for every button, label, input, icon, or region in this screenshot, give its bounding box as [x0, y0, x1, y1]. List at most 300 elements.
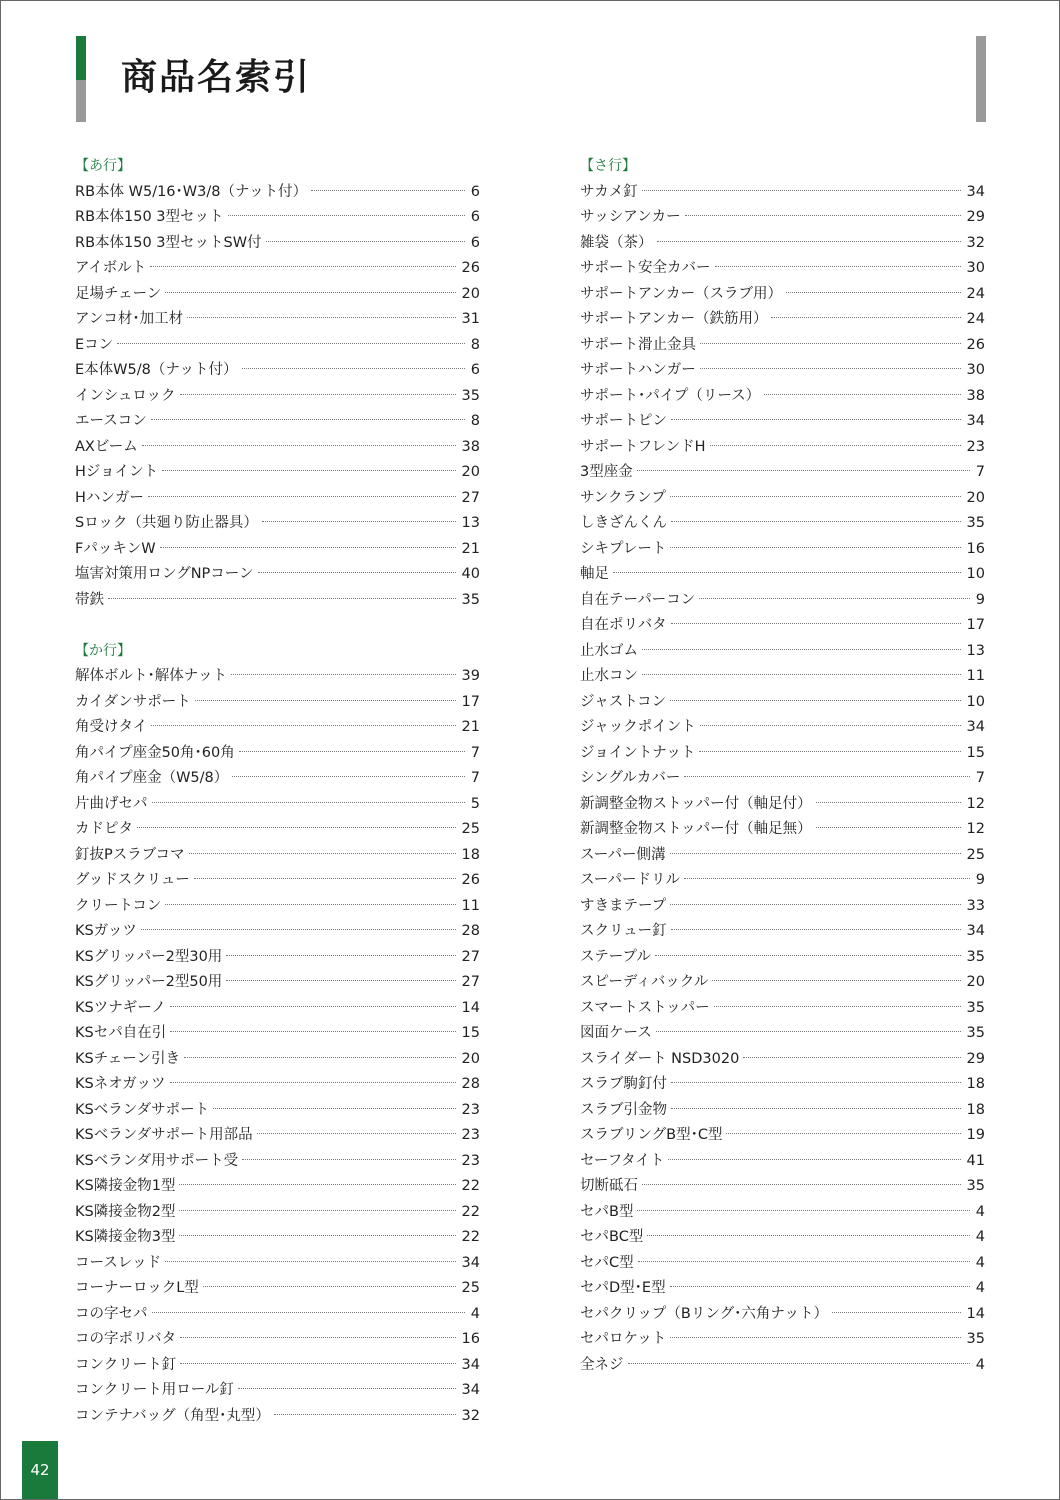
entry-page: 16 — [966, 540, 985, 557]
index-entry — [75, 1378, 480, 1404]
dot-leader — [685, 214, 961, 216]
dot-leader — [108, 597, 456, 599]
index-entry — [75, 1302, 480, 1328]
index-entry — [580, 1327, 985, 1353]
dot-leader — [195, 699, 456, 701]
dot-leader — [311, 189, 465, 191]
dot-leader — [242, 367, 465, 369]
entry-page: 11 — [966, 668, 985, 684]
index-entry — [75, 588, 480, 614]
index-entry — [75, 1021, 480, 1047]
index-entry — [75, 282, 480, 308]
entry-name: コンクリート釘 — [75, 1356, 177, 1373]
entry-name: FパッキンW — [75, 540, 156, 557]
entry-page: 17 — [966, 617, 985, 633]
index-entry — [75, 1047, 480, 1073]
index-entry — [75, 792, 480, 818]
entry-page: 13 — [966, 642, 985, 659]
index-entry — [580, 970, 985, 996]
index-entry — [580, 256, 985, 282]
entry-name: スライダート NSD3020 — [580, 1050, 740, 1067]
dot-leader — [726, 1132, 960, 1134]
entry-name: アイボルト — [75, 260, 147, 276]
entry-page: 25 — [461, 1280, 480, 1296]
index-entry — [580, 588, 985, 614]
entry-page: 4 — [975, 1229, 985, 1245]
entry-name: サカメ釘 — [580, 183, 638, 200]
dot-leader — [117, 342, 465, 344]
index-entry — [580, 945, 985, 971]
page-number: 42 — [22, 1441, 58, 1499]
entry-page: 34 — [966, 183, 985, 200]
entry-page: 14 — [461, 999, 480, 1016]
dot-leader — [262, 520, 456, 522]
dot-leader — [764, 393, 960, 395]
dot-leader — [170, 1005, 456, 1007]
index-entry — [580, 741, 985, 767]
entry-page: 35 — [966, 1178, 985, 1194]
entry-page: 7 — [975, 464, 985, 480]
entry-page: 34 — [461, 1382, 480, 1398]
entry-name: KSベランダサポート — [75, 1101, 210, 1118]
index-entry — [580, 205, 985, 231]
entry-name: スラブリングB型･C型 — [580, 1127, 723, 1143]
entry-name: 自在ポリバタ — [580, 617, 667, 633]
entry-page: 26 — [461, 872, 480, 888]
entry-page: 35 — [966, 515, 985, 531]
dot-leader — [655, 954, 961, 956]
entry-name: KSグリッパー2型30用 — [75, 948, 223, 965]
entry-page: 7 — [470, 744, 480, 761]
dot-leader — [194, 877, 456, 879]
entry-page: 10 — [966, 566, 985, 582]
entry-page: 38 — [461, 438, 480, 455]
entry-page: 22 — [461, 1178, 480, 1194]
entry-name: グッドスクリュー — [75, 872, 190, 888]
dot-leader — [258, 571, 456, 573]
dot-leader — [203, 1285, 456, 1287]
entry-name: サポートアンカー（スラブ用） — [580, 285, 782, 302]
index-entry — [75, 1276, 480, 1302]
entry-page: 23 — [461, 1127, 480, 1143]
dot-leader — [816, 801, 961, 803]
index-entry — [75, 231, 480, 257]
entry-name: サポートハンガー — [580, 362, 696, 378]
index-entry — [580, 460, 985, 486]
entry-page: 16 — [461, 1331, 480, 1347]
dot-leader — [671, 622, 961, 624]
entry-page: 6 — [470, 183, 480, 200]
entry-page: 27 — [461, 489, 480, 506]
dot-leader — [613, 571, 961, 573]
dot-leader — [180, 1336, 455, 1338]
title-accent-bar-right — [976, 36, 986, 122]
dot-leader — [152, 1311, 465, 1313]
entry-page: 20 — [461, 285, 480, 302]
index-entry — [75, 511, 480, 537]
index-entry — [580, 639, 985, 665]
index-entry — [580, 996, 985, 1022]
index-entry — [580, 792, 985, 818]
entry-page: 21 — [461, 719, 480, 735]
index-entry — [75, 1251, 480, 1277]
dot-leader — [165, 1260, 455, 1262]
entry-name: E本体W5/8（ナット付） — [75, 362, 238, 378]
dot-leader — [642, 648, 961, 650]
index-entry — [580, 231, 985, 257]
entry-page: 8 — [470, 413, 480, 429]
dot-leader — [180, 393, 456, 395]
index-entry — [580, 1123, 985, 1149]
dot-leader — [671, 1107, 961, 1109]
dot-leader — [671, 928, 961, 930]
dot-leader — [671, 418, 961, 420]
entry-name: 帯鉄 — [75, 591, 104, 608]
index-entry — [75, 894, 480, 920]
index-entry — [580, 1353, 985, 1379]
index-entry — [75, 1149, 480, 1175]
entry-page: 18 — [966, 1076, 985, 1092]
entry-name: 止水ゴム — [580, 642, 638, 659]
dot-leader — [180, 1362, 455, 1364]
index-entry — [580, 1047, 985, 1073]
dot-leader — [832, 1311, 961, 1313]
entry-page: 7 — [470, 770, 480, 786]
entry-name: スラブ駒釘付 — [580, 1076, 667, 1092]
index-entry — [75, 817, 480, 843]
index-entry — [75, 180, 480, 206]
index-entry — [580, 435, 985, 461]
entry-page: 39 — [461, 668, 480, 684]
index-entry — [75, 664, 480, 690]
dot-leader — [670, 1285, 970, 1287]
entry-name: コースレッド — [75, 1254, 162, 1271]
entry-name: サポートフレンドH — [580, 438, 706, 455]
entry-page: 28 — [461, 1076, 480, 1092]
dot-leader — [671, 520, 961, 522]
section-gap — [75, 613, 480, 639]
entry-name: KSツナギーノ — [75, 999, 166, 1016]
entry-name: 切断砥石 — [580, 1178, 638, 1194]
dot-leader — [228, 214, 465, 216]
index-entry — [75, 435, 480, 461]
dot-leader — [274, 1413, 456, 1415]
entry-name: コーナーロックL型 — [75, 1280, 199, 1296]
dot-leader — [165, 291, 455, 293]
entry-page: 25 — [966, 846, 985, 863]
entry-name: 3型座金 — [580, 464, 633, 480]
dot-leader — [656, 1030, 961, 1032]
entry-page: 9 — [975, 591, 985, 608]
entry-name: KSセパ自在引 — [75, 1025, 167, 1041]
dot-leader — [142, 444, 456, 446]
dot-leader — [238, 1387, 456, 1389]
entry-page: 25 — [461, 821, 480, 837]
entry-name: スーパー側溝 — [580, 846, 666, 863]
index-entry — [580, 384, 985, 410]
index-entry — [75, 1200, 480, 1226]
dot-leader — [179, 1234, 455, 1236]
index-entry — [75, 460, 480, 486]
entry-name: コの字セパ — [75, 1305, 148, 1322]
dot-leader — [170, 1081, 456, 1083]
entry-page: 7 — [975, 770, 985, 786]
entry-name: スクリュー釘 — [580, 923, 667, 939]
entry-name: 角パイプ座金（W5/8） — [75, 770, 229, 786]
index-entry — [580, 1225, 985, 1251]
entry-page: 20 — [966, 489, 985, 506]
dot-leader — [714, 1005, 961, 1007]
entry-name: サポートピン — [580, 413, 667, 429]
entry-name: 雑袋（茶） — [580, 234, 653, 251]
entry-name: スラブ引金物 — [580, 1101, 667, 1118]
index-column-left — [75, 154, 480, 1429]
entry-page: 10 — [966, 693, 985, 710]
index-entry — [580, 690, 985, 716]
dot-leader — [786, 291, 961, 293]
entry-name: AXビーム — [75, 438, 138, 455]
entry-name: ジョイントナット — [580, 744, 696, 761]
entry-page: 4 — [975, 1203, 985, 1220]
index-entry — [580, 664, 985, 690]
entry-name: 全ネジ — [580, 1356, 624, 1373]
index-entry — [75, 996, 480, 1022]
dot-leader — [700, 367, 961, 369]
entry-page: 41 — [966, 1152, 985, 1169]
entry-page: 20 — [966, 974, 985, 990]
entry-page: 34 — [461, 1356, 480, 1373]
dot-leader — [670, 546, 960, 548]
dot-leader — [148, 495, 456, 497]
index-entry — [580, 333, 985, 359]
index-entry — [75, 868, 480, 894]
entry-page: 27 — [461, 948, 480, 965]
dot-leader — [213, 1107, 455, 1109]
dot-leader — [715, 265, 961, 267]
entry-page: 34 — [966, 719, 985, 735]
dot-leader — [165, 903, 455, 905]
entry-page: 34 — [966, 413, 985, 429]
entry-page: 14 — [966, 1305, 985, 1322]
entry-name: 軸足 — [580, 566, 609, 582]
index-entry — [75, 358, 480, 384]
entry-name: セパB型 — [580, 1203, 634, 1220]
index-entry — [580, 511, 985, 537]
entry-name: セパD型･E型 — [580, 1280, 666, 1296]
entry-page: 24 — [966, 311, 985, 327]
dot-leader — [231, 673, 456, 675]
dot-leader — [638, 1260, 970, 1262]
entry-page: 22 — [461, 1203, 480, 1220]
entry-page: 40 — [461, 566, 480, 582]
entry-page: 11 — [461, 897, 480, 914]
index-entry — [75, 1327, 480, 1353]
dot-leader — [137, 826, 456, 828]
dot-leader — [700, 724, 961, 726]
entry-page: 30 — [966, 362, 985, 378]
entry-page: 34 — [461, 1254, 480, 1271]
index-entry — [580, 843, 985, 869]
index-entry — [75, 537, 480, 563]
dot-leader — [670, 1336, 960, 1338]
entry-name: すきまテープ — [580, 897, 667, 914]
entry-page: 35 — [966, 1025, 985, 1041]
entry-page: 23 — [461, 1101, 480, 1118]
index-entry — [580, 1149, 985, 1175]
entry-page: 20 — [461, 464, 480, 480]
index-entry — [580, 1251, 985, 1277]
entry-name: インシュロック — [75, 387, 176, 404]
entry-page: 12 — [966, 821, 985, 837]
dot-leader — [684, 775, 969, 777]
entry-name: RB本体 W5/16･W3/8（ナット付） — [75, 183, 308, 200]
index-entry — [580, 715, 985, 741]
entry-name: 角パイプ座金50角･60角 — [75, 744, 235, 761]
entry-name: 新調整金物ストッパー付（軸足無） — [580, 821, 812, 837]
index-entry — [580, 1021, 985, 1047]
index-entry — [75, 1174, 480, 1200]
entry-name: サポート安全カバー — [580, 260, 711, 276]
entry-page: 33 — [966, 897, 985, 914]
index-entry — [580, 1072, 985, 1098]
dot-leader — [647, 1234, 969, 1236]
entry-name: ジャストコン — [580, 693, 667, 710]
index-entry — [75, 690, 480, 716]
dot-leader — [226, 979, 455, 981]
entry-name: コンクリート用ロール釘 — [75, 1382, 234, 1398]
dot-leader — [816, 826, 961, 828]
dot-leader — [670, 852, 961, 854]
index-entry — [75, 1353, 480, 1379]
entry-name: コンテナバッグ（角型･丸型） — [75, 1407, 270, 1424]
dot-leader — [170, 1030, 455, 1032]
entry-name: KS隣接金物1型 — [75, 1178, 176, 1194]
index-entry — [580, 1302, 985, 1328]
index-entry — [580, 409, 985, 435]
dot-leader — [242, 1158, 455, 1160]
entry-page: 31 — [461, 311, 480, 327]
entry-name: KS隣接金物2型 — [75, 1203, 176, 1220]
entry-name: カイダンサポート — [75, 693, 191, 710]
dot-leader — [239, 750, 465, 752]
entry-name: KSグリッパー2型50用 — [75, 974, 223, 990]
entry-page: 15 — [461, 1025, 480, 1041]
dot-leader — [152, 801, 465, 803]
entry-page: 32 — [461, 1407, 480, 1424]
index-entry — [580, 919, 985, 945]
index-entry — [75, 766, 480, 792]
entry-page: 23 — [966, 438, 985, 455]
dot-leader — [628, 1362, 970, 1364]
index-entry — [580, 537, 985, 563]
entry-name: 塩害対策用ロングNPコーン — [75, 566, 254, 582]
index-entry — [580, 1098, 985, 1124]
dot-leader — [700, 342, 961, 344]
entry-page: 29 — [966, 1050, 985, 1067]
entry-page: 4 — [470, 1305, 480, 1322]
section-heading: 【あ行】 — [75, 158, 131, 174]
dot-leader — [151, 724, 455, 726]
index-entry — [75, 741, 480, 767]
entry-name: エースコン — [75, 413, 147, 429]
dot-leader — [710, 444, 961, 446]
entry-name: セパBC型 — [580, 1229, 644, 1245]
index-entry — [75, 256, 480, 282]
dot-leader — [160, 546, 456, 548]
dot-leader — [187, 316, 455, 318]
entry-name: 止水コン — [580, 668, 638, 684]
entry-name: サンクランプ — [580, 489, 666, 506]
index-entry — [75, 1072, 480, 1098]
entry-page: 28 — [461, 923, 480, 939]
entry-name: Hハンガー — [75, 489, 144, 506]
entry-name: セパクリップ（Bリング･六角ナット） — [580, 1305, 829, 1322]
entry-page: 13 — [461, 515, 480, 531]
dot-leader — [670, 495, 961, 497]
entry-page: 20 — [461, 1050, 480, 1067]
entry-page: 35 — [461, 591, 480, 608]
entry-page: 6 — [470, 209, 480, 225]
dot-leader — [266, 240, 465, 242]
entry-name: セパロケット — [580, 1331, 667, 1347]
dot-leader — [226, 954, 455, 956]
index-entry — [580, 894, 985, 920]
entry-page: 12 — [966, 795, 985, 812]
index-entry — [580, 1276, 985, 1302]
dot-leader — [141, 928, 456, 930]
dot-leader — [657, 240, 961, 242]
index-entry — [580, 766, 985, 792]
index-entry — [580, 486, 985, 512]
index-entry — [75, 409, 480, 435]
entry-page: 5 — [470, 795, 480, 812]
dot-leader — [179, 1183, 455, 1185]
dot-leader — [179, 1209, 455, 1211]
entry-name: カドピタ — [75, 821, 133, 837]
entry-name: 片曲げセパ — [75, 795, 148, 812]
dot-leader — [671, 1081, 961, 1083]
dot-leader — [668, 1158, 960, 1160]
dot-leader — [637, 469, 970, 471]
entry-page: 4 — [975, 1280, 985, 1296]
index-entry — [580, 1200, 985, 1226]
index-entry — [75, 1404, 480, 1430]
entry-page: 24 — [966, 285, 985, 302]
entry-name: 角受けタイ — [75, 719, 148, 735]
index-entry — [580, 307, 985, 333]
entry-page: 18 — [461, 846, 480, 863]
dot-leader — [771, 316, 960, 318]
entry-page: 22 — [461, 1229, 480, 1245]
index-entry — [75, 843, 480, 869]
entry-page: 4 — [975, 1254, 985, 1271]
dot-leader — [670, 699, 960, 701]
index-entry — [580, 868, 985, 894]
dot-leader — [699, 750, 960, 752]
entry-name: コの字ポリバタ — [75, 1331, 177, 1347]
entry-name: RB本体150 3型セットSW付 — [75, 234, 262, 251]
index-entry — [75, 562, 480, 588]
index-entry — [580, 180, 985, 206]
dot-leader — [151, 418, 465, 420]
dot-leader — [642, 673, 961, 675]
index-entry — [580, 1174, 985, 1200]
index-entry — [75, 307, 480, 333]
entry-page: 6 — [470, 234, 480, 251]
entry-page: 32 — [966, 234, 985, 251]
section-heading: 【さ行】 — [580, 158, 636, 174]
dot-leader — [684, 877, 970, 879]
